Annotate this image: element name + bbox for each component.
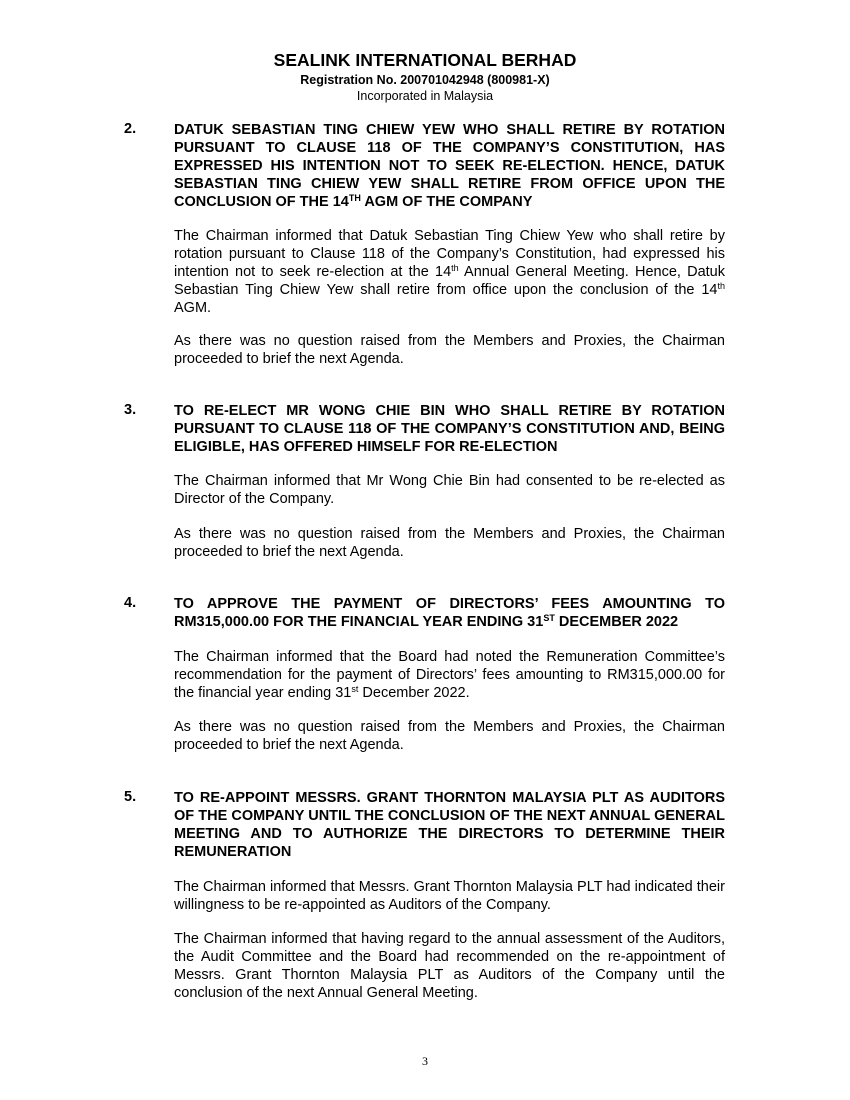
section-2-title: DATUK SEBASTIAN TING CHIEW YEW WHO SHALL RETIRE BY ROTATION PURSUANT TO CLAUSE 118 OF THE COMPANY’S CONSTITUTION, HAS EXPRESSED HIS INTENTION NOT TO SEEK RE-ELECTION. HENCE, DATUK SEBASTIAN TING CHIEW YEW SHALL RETIRE FROM OFFICE UPON THE CONCLUSION OF THE 14TH AGM OF THE COMPANY (174, 122, 725, 210)
section-3-paragraph-2: As there was no question raised from the Members and Proxies, the Chairman proceeded to brief the next Agenda. (174, 526, 725, 560)
section-5-paragraph-2: The Chairman informed that having regard to the annual assessment of the Auditors, the Audit Committee and the Board had recommended on the re-appointment of Messrs. Grant Thornton Malaysia PLT as Auditors of the Company until the conclusion of the next Annual General Meeting. (174, 931, 725, 1001)
section-4-paragraph-1: The Chairman informed that the Board had noted the Remuneration Committee’s recommendation for the payment of Directors’ fees amounting to RM315,000.00 for the financial year ending 31st December 2022. (174, 649, 725, 701)
incorporation-note: Incorporated in Malaysia (356, 89, 494, 103)
section-2-number: 2. (124, 121, 137, 137)
section-4-title: TO APPROVE THE PAYMENT OF DIRECTORS’ FEES AMOUNTING TO RM315,000.00 FOR THE FINANCIAL YEAR ENDING 31ST DECEMBER 2022 (174, 596, 725, 630)
section-5-paragraph-1: The Chairman informed that Messrs. Grant Thornton Malaysia PLT had indicated their willingness to be re-appointed as Auditors of the Company. (174, 879, 725, 913)
page-number: 3 (422, 1054, 428, 1068)
section-4-number: 4. (124, 595, 137, 611)
section-2-paragraph-2: As there was no question raised from the Members and Proxies, the Chairman proceeded to brief the next Agenda. (174, 333, 725, 367)
section-3-title: TO RE-ELECT MR WONG CHIE BIN WHO SHALL RETIRE BY ROTATION PURSUANT TO CLAUSE 118 OF THE COMPANY’S CONSTITUTION AND, BEING ELIGIBLE, HAS OFFERED HIMSELF FOR RE-ELECTION (174, 403, 725, 455)
registration-number: Registration No. 200701042948 (800981-X) (300, 73, 550, 87)
section-3-number: 3. (124, 402, 137, 418)
company-name: SEALINK INTERNATIONAL BERHAD (273, 50, 577, 70)
section-2-paragraph-1: The Chairman informed that Datuk Sebastian Ting Chiew Yew who shall retire by rotation pursuant to Clause 118 of the Company’s Constitution, had expressed his intention not to seek re-election at the 14th Annual General Meeting. Hence, Datuk Sebastian Ting Chiew Yew shall retire from office upon the conclusion of the 14th AGM. (174, 228, 725, 316)
section-5-number: 5. (124, 789, 137, 805)
section-5-title: TO RE-APPOINT MESSRS. GRANT THORNTON MALAYSIA PLT AS AUDITORS OF THE COMPANY UNTIL THE CONCLUSION OF THE NEXT ANNUAL GENERAL MEETING AND TO AUTHORIZE THE DIRECTORS TO DETERMINE THEIR REMUNERATION (174, 790, 725, 860)
section-3-paragraph-1: The Chairman informed that Mr Wong Chie Bin had consented to be re-elected as Director of the Company. (174, 473, 725, 507)
section-4-paragraph-2: As there was no question raised from the Members and Proxies, the Chairman proceeded to brief the next Agenda. (174, 719, 725, 753)
